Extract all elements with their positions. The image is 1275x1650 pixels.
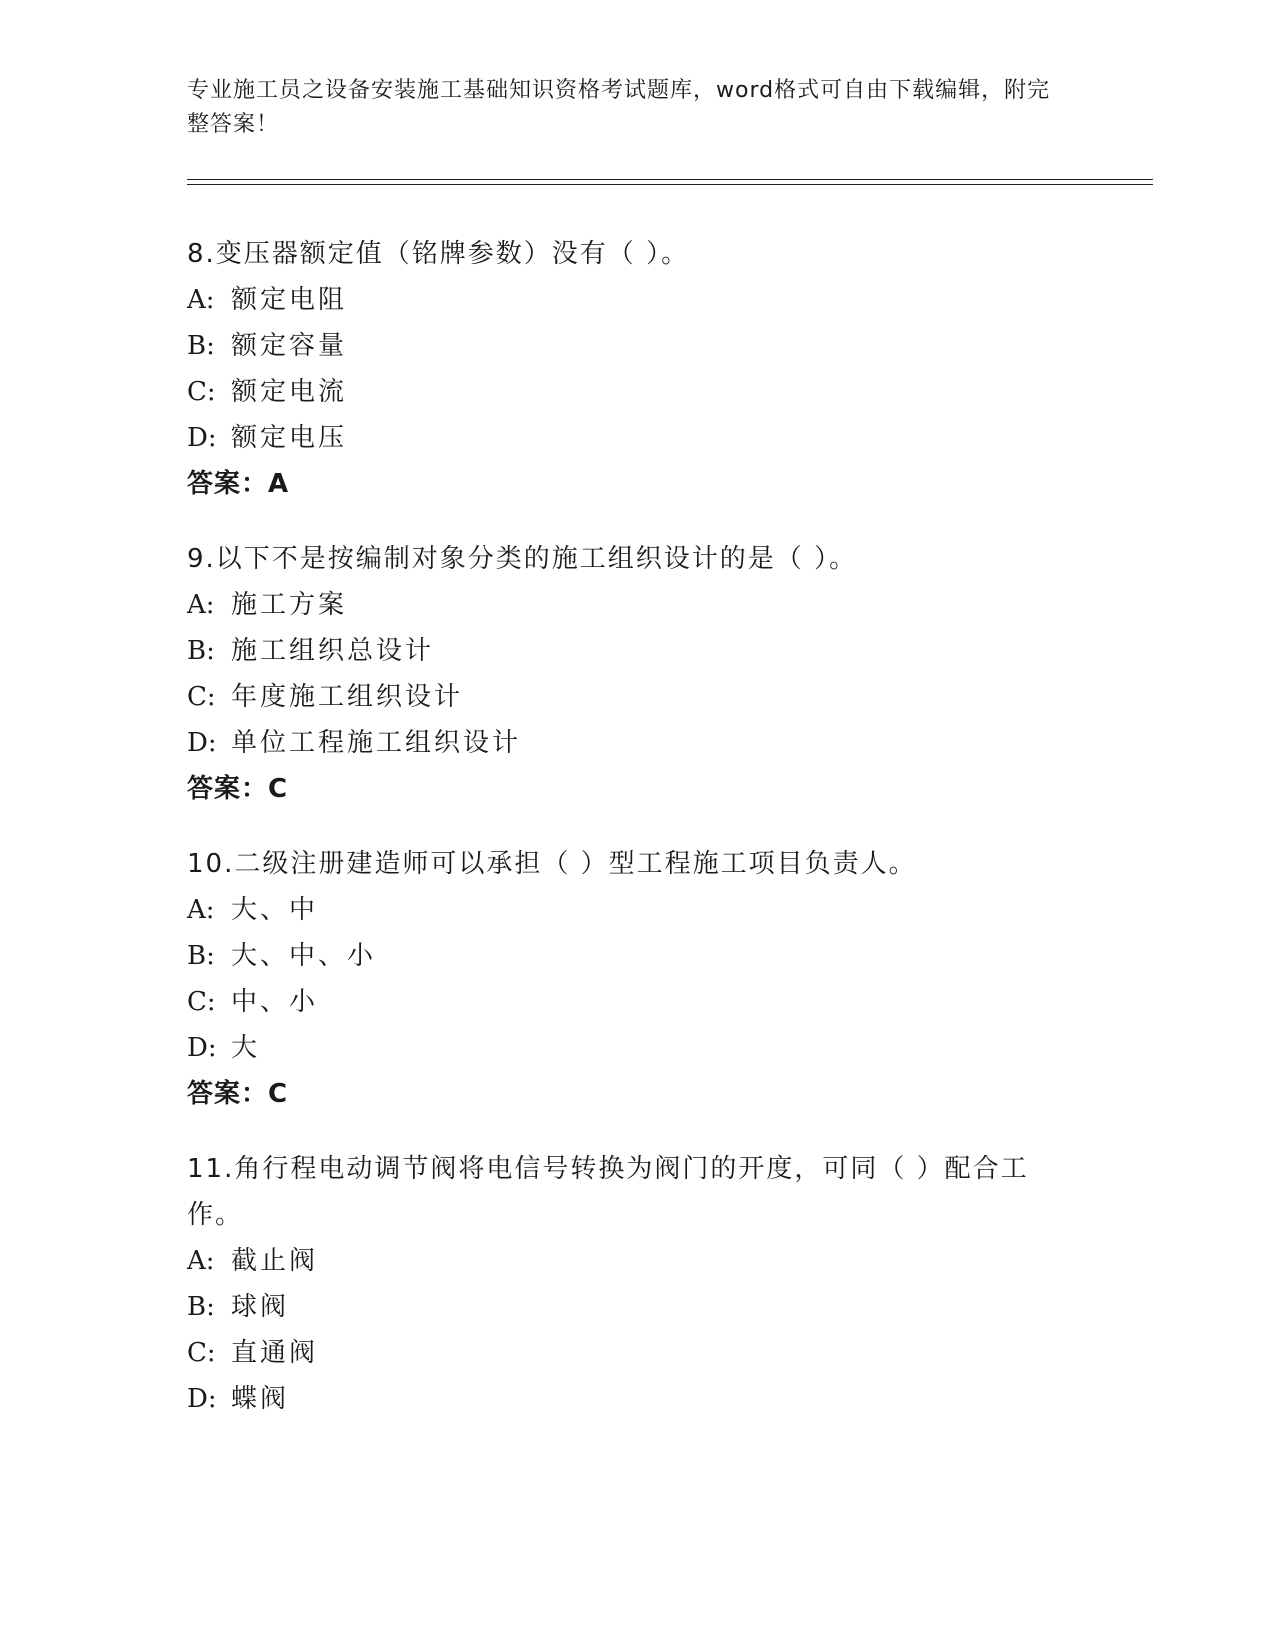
option-letter: D:	[187, 423, 217, 453]
option-letter: D:	[187, 1033, 217, 1063]
answer-line: 答案：C	[187, 774, 289, 804]
option-text: 球阀	[231, 1292, 290, 1322]
option-text: 施工方案	[231, 590, 348, 620]
question-stem: 9.以下不是按编制对象分类的施工组织设计的是（ ）。	[187, 544, 858, 574]
option-a	[187, 277, 1067, 323]
option-b	[187, 1284, 1067, 1330]
option-text: 额定电流	[231, 377, 348, 407]
option-c	[187, 979, 1067, 1025]
option-letter: A:	[187, 285, 215, 315]
document-header: 专业施工员之设备安装施工基础知识资格考试题库，word格式可自由下载编辑，附完整答案！	[187, 78, 1051, 137]
question-stem: 10.二级注册建造师可以承担（ ）型工程施工项目负责人。	[187, 849, 917, 879]
option-text: 截止阀	[231, 1246, 319, 1276]
option-text: 单位工程施工组织设计	[231, 728, 522, 758]
option-letter: B:	[187, 941, 215, 971]
option-letter: C:	[187, 377, 216, 407]
option-b	[187, 323, 1067, 369]
option-text: 直通阀	[231, 1338, 319, 1368]
option-text: 额定容量	[231, 331, 348, 361]
question-list	[187, 231, 1067, 1451]
option-c	[187, 674, 1067, 720]
option-text: 中、小	[231, 987, 319, 1017]
option-b	[187, 628, 1067, 674]
option-letter: C:	[187, 682, 216, 712]
question-8	[187, 231, 1067, 507]
option-a	[187, 1238, 1067, 1284]
option-text: 大、中	[231, 895, 319, 925]
option-a	[187, 887, 1067, 933]
option-letter: C:	[187, 1338, 216, 1368]
option-b	[187, 933, 1067, 979]
option-letter: B:	[187, 331, 215, 361]
question-9	[187, 536, 1067, 812]
option-letter: D:	[187, 1384, 217, 1414]
header-divider-bottom	[187, 184, 1153, 185]
option-c	[187, 369, 1067, 415]
option-d	[187, 1025, 1067, 1071]
option-text: 施工组织总设计	[231, 636, 435, 666]
option-d	[187, 1376, 1067, 1422]
option-text: 大、中、小	[231, 941, 377, 971]
option-letter: A:	[187, 895, 215, 925]
option-c	[187, 1330, 1067, 1376]
question-stem: 11.角行程电动调节阀将电信号转换为阀门的开度，可同（ ）配合工作。	[187, 1154, 1029, 1230]
header-divider-top	[187, 179, 1153, 180]
option-text: 额定电阻	[231, 285, 348, 315]
option-letter: A:	[187, 590, 215, 620]
option-letter: C:	[187, 987, 216, 1017]
option-d	[187, 415, 1067, 461]
option-letter: B:	[187, 636, 215, 666]
option-text: 年度施工组织设计	[231, 682, 464, 712]
option-letter: A:	[187, 1246, 215, 1276]
option-letter: D:	[187, 728, 217, 758]
question-stem: 8.变压器额定值（铭牌参数）没有（ ）。	[187, 239, 690, 269]
option-text: 额定电压	[231, 423, 348, 453]
answer-line: 答案：C	[187, 1079, 289, 1109]
question-10	[187, 841, 1067, 1117]
option-text: 蝶阀	[231, 1384, 290, 1414]
option-text: 大	[231, 1033, 261, 1063]
option-letter: B:	[187, 1292, 215, 1322]
answer-line: 答案：A	[187, 469, 290, 499]
question-11	[187, 1146, 1067, 1422]
option-d	[187, 720, 1067, 766]
option-a	[187, 582, 1067, 628]
